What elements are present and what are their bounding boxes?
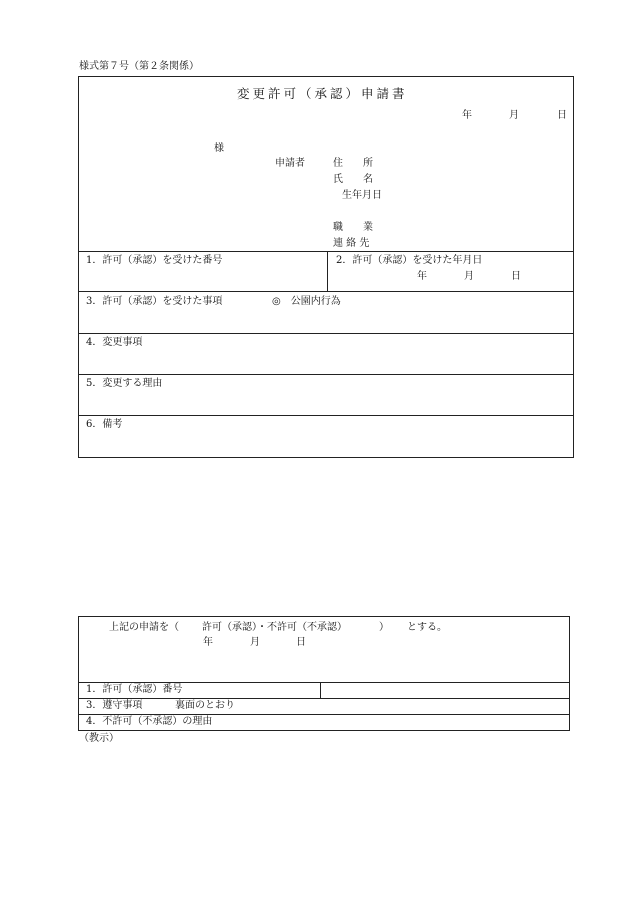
applicant-name-label: 氏 名 [333,174,373,185]
form-number: 様式第７号（第２条関係） [79,61,199,72]
divider [327,251,328,291]
decision-sentence-end: とする。 [407,622,447,633]
divider [79,415,573,416]
decision-options: 許可（承認）・不許可（不承認） [202,622,347,633]
decision-row3-value: 裏面のとおり [175,700,235,711]
divider [79,698,569,699]
applicant-birthdate-label: 生年月日 [342,190,382,201]
divider [79,714,569,715]
item3-value: ◎ 公園内行為 [272,296,341,307]
item2-date-day: 日 [511,271,521,282]
application-date-month: 月 [509,110,519,121]
item2-label: 2．許可（承認）を受けた年月日 [336,255,483,266]
item2-date-year: 年 [417,271,427,282]
divider [79,374,573,375]
divider [79,291,573,292]
decision-row1-label: 1．許可（承認）番号 [86,684,183,695]
decision-date-month: 月 [250,637,260,648]
decision-form [78,616,570,731]
decision-date-year: 年 [203,637,213,648]
application-form [78,76,574,458]
divider [79,251,573,252]
addressee-suffix: 様 [214,143,224,154]
decision-row3-label: 3．遵守事項 [86,700,143,711]
decision-sentence-start: 上記の申請を（ [109,622,179,633]
decision-row4-label: 4．不許可（不承認）の理由 [86,716,213,727]
divider [79,333,573,334]
item1-label: 1．許可（承認）を受けた番号 [86,255,223,266]
applicant-address-label: 住 所 [333,158,373,169]
decision-close-paren: ） [379,622,389,633]
item2-date-month: 月 [464,271,474,282]
applicant-occupation-label: 職 業 [333,222,373,233]
item3-label: 3．許可（承認）を受けた事項 [86,296,223,307]
applicant-contact-label: 連 絡 先 [333,238,370,249]
application-date-year: 年 [462,110,472,121]
item6-label: 6．備考 [86,419,123,430]
footnote: （教示） [79,733,119,744]
divider [79,682,569,683]
applicant-label: 申請者 [275,158,305,169]
form-title: 変更許可（承認）申請書 [237,86,408,101]
divider [320,682,321,698]
item4-label: 4．変更事項 [86,337,143,348]
decision-date-day: 日 [296,637,306,648]
item5-label: 5．変更する理由 [86,378,163,389]
application-date-day: 日 [557,110,567,121]
